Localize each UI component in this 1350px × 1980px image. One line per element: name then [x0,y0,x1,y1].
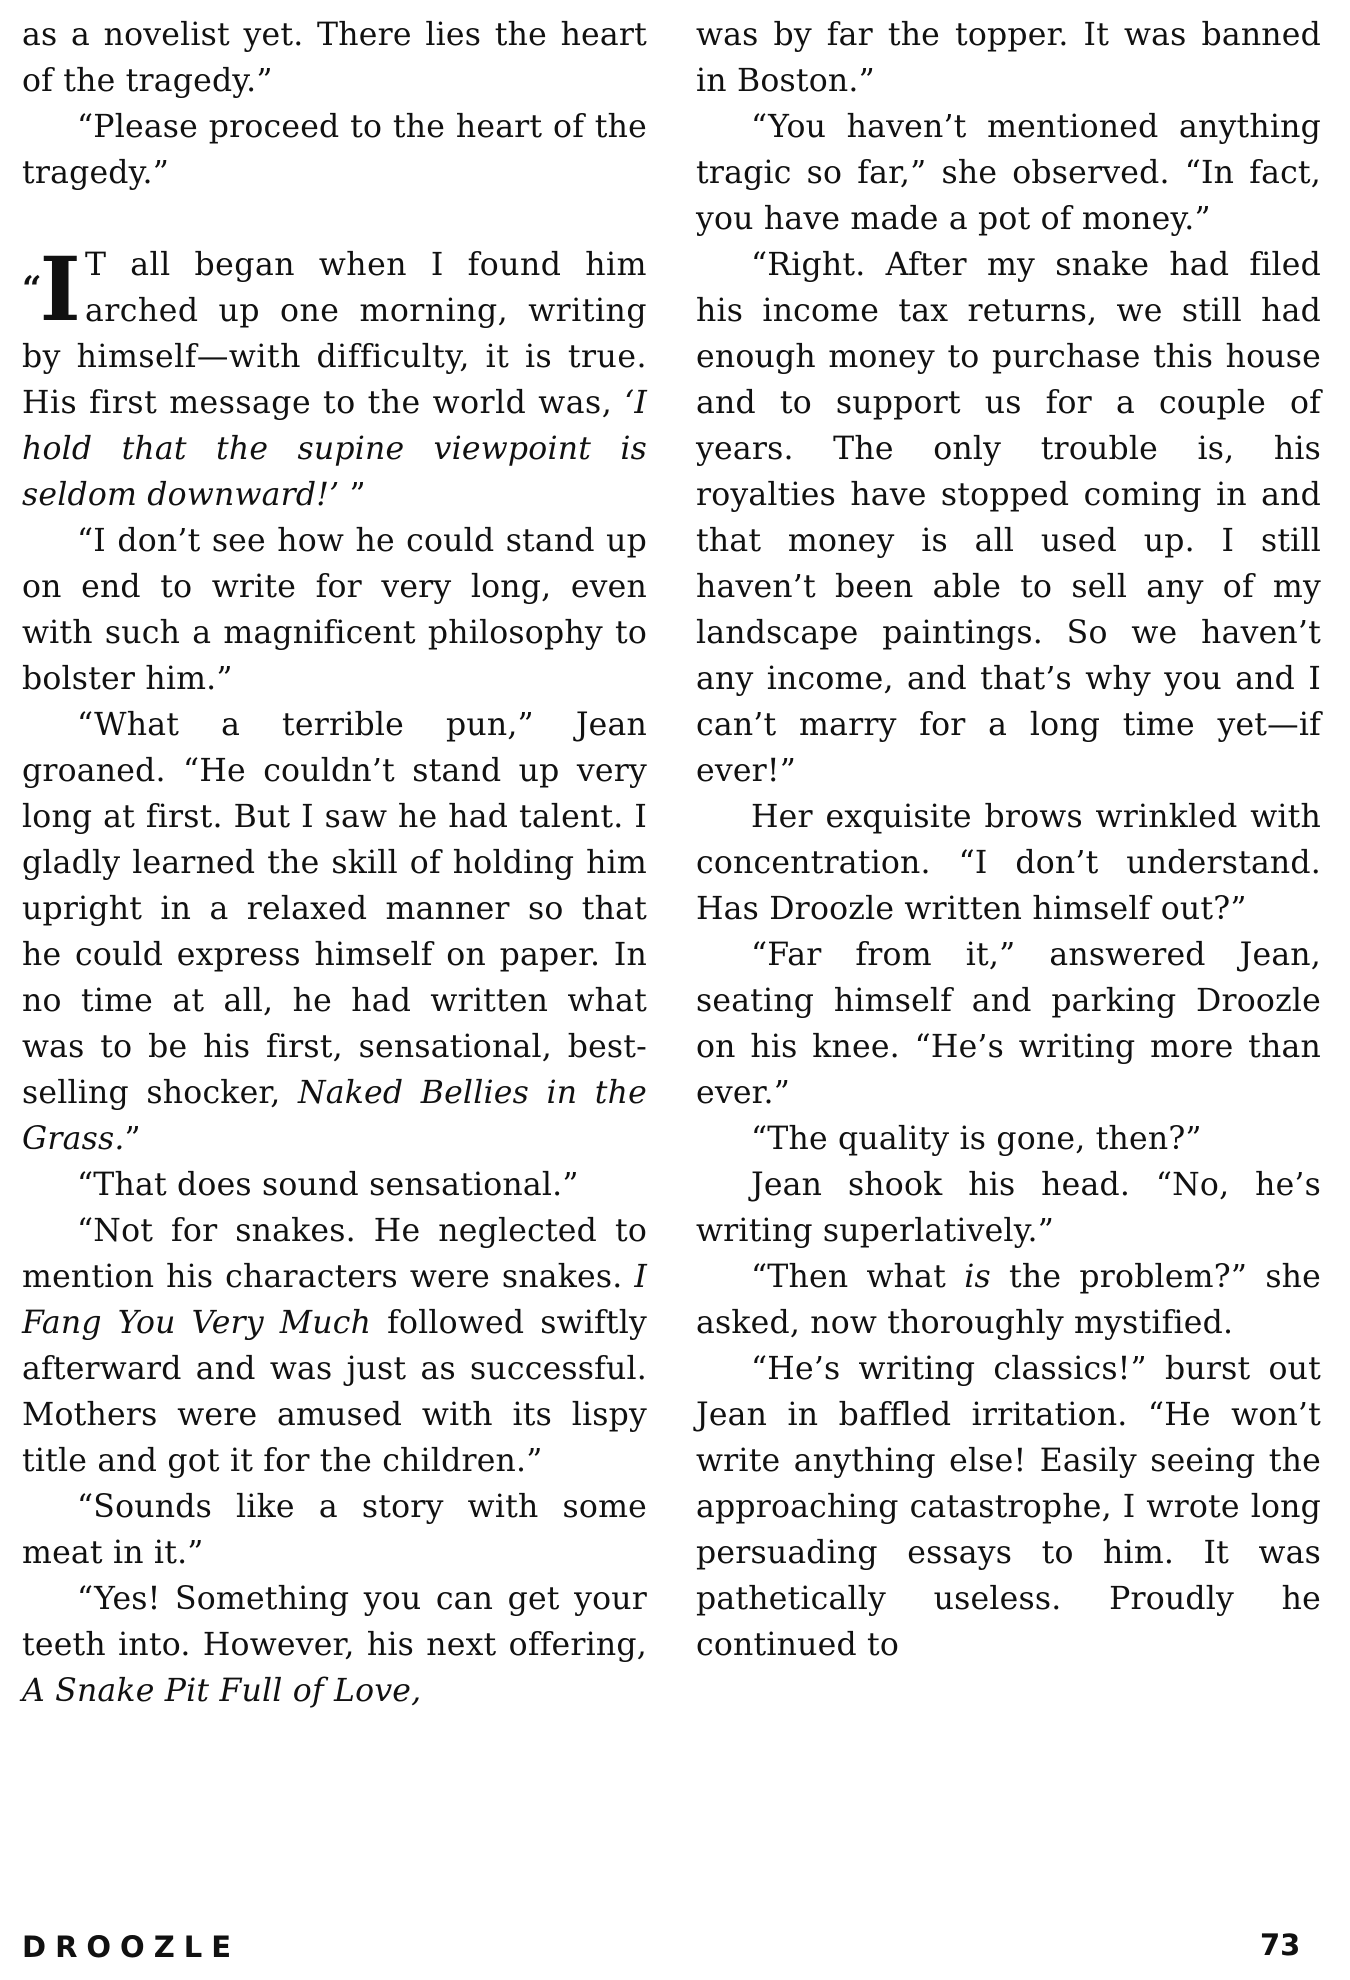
paragraph [22,1576,647,1714]
drop-cap-paragraph [22,237,647,518]
paragraph [22,1208,647,1484]
paragraph [696,794,1321,932]
paragraph-text: as a novelist yet. There lies the heart of the tragedy.” [22,17,647,99]
drop-cap [22,237,81,341]
paragraph-text: “The quality is gone, then?” [751,1121,1202,1157]
paragraph [22,12,647,104]
paragraph-text: “He’s writing classics!” burst out Jean in baffled irritation. “He won’t write anything else! Easily seeing the approaching catastrophe, I wrote long persuading essays to him. It was pathetically useless. Proudly he continued to [696,1351,1321,1663]
paragraph [696,1254,1321,1346]
paragraph [22,518,647,702]
paragraph-text: “You haven’t mentioned anything tragic so far,” she observed. “In fact, you have made a pot of money.” [696,109,1321,237]
paragraph-text: was by far the topper. It was banned in Boston.” [696,17,1321,99]
paragraph-text: ” [339,477,366,513]
paragraph-text: “What a terrible pun,” Jean groaned. “He couldn’t stand up very long at first. But I saw he had talent. I gladly learned the skill of holding him upright in a relaxed manner so that he could express himself on paper. In no time at all, he had written what was to be his first, sensational, best-selling shocker, [22,707,647,1111]
paragraph-text: “Sounds like a story with some meat in it.” [22,1489,647,1571]
running-footer-title: DROOZLE [22,1930,241,1964]
italic-quote: ‘I hold that the supine viewpoint is seldom downward!’ [22,385,647,513]
paragraph-text: “I don’t see how he could stand up on end to write for very long, even with such a magnificent philosophy to bolster him.” [22,523,647,697]
paragraph-text: Jean shook his head. “No, he’s writing superlatively.” [696,1167,1321,1249]
paragraph-text: T all began when I found him arched up one morning, writing by himself—with difficulty, it is true. His first message to the world was, [22,247,647,421]
emphasis-italic: is [964,1259,991,1295]
paragraph-text: “Not for snakes. He neglected to mention his characters were snakes. [22,1213,647,1295]
paragraph-text: “Far from it,” answered Jean, seating himself and parking Droozle on his knee. “He’s writing more than ever.” [696,937,1321,1111]
drop-cap-quote-mark: “ [22,269,40,309]
drop-cap-letter: I [39,237,81,341]
paragraph-text: Her exquisite brows wrinkled with concentration. “I don’t understand. Has Droozle written himself out?” [696,799,1321,927]
paragraph [696,1162,1321,1254]
book-title-italic: Naked Bellies in the Grass. [22,1075,647,1157]
paragraph [22,1162,647,1208]
left-column [22,12,647,1714]
paragraph-text: “Please proceed to the heart of the tragedy.” [22,109,647,191]
page-number: 73 [1260,1928,1301,1962]
paragraph [696,1116,1321,1162]
right-column [696,12,1321,1668]
book-title-italic: I Fang You Very Much [22,1259,647,1341]
paragraph [22,1484,647,1576]
paragraph [22,702,647,1162]
paragraph [696,12,1321,104]
paragraph [696,104,1321,242]
paragraph [696,1346,1321,1668]
paragraph [22,104,647,196]
paragraph-text: “Then what [751,1259,965,1295]
paragraph-text: “Right. After my snake had filed his income tax returns, we still had enough money to purchase this house and to support us for a couple of years. The only trouble is, his royalties have stopped coming in and that money is all used up. I still haven’t been able to sell any of my landscape paintings. So we haven’t any income, and that’s why you and I can’t marry for a long time yet—if ever!” [696,247,1321,789]
paragraph [696,932,1321,1116]
paragraph-text: ” [124,1121,141,1157]
book-title-italic: A Snake Pit Full of Love, [22,1673,422,1709]
paragraph-text: “Yes! Something you can get your teeth into. However, his next offering, [22,1581,647,1663]
paragraph-text: the problem?” she asked, now thoroughly mystified. [696,1259,1322,1341]
paragraph-text: followed swiftly afterward and was just as successful. Mothers were amused with its lispy title and got it for the children.” [22,1305,647,1479]
paragraph [696,242,1321,794]
paragraph-text: “That does sound sensational.” [77,1167,579,1203]
